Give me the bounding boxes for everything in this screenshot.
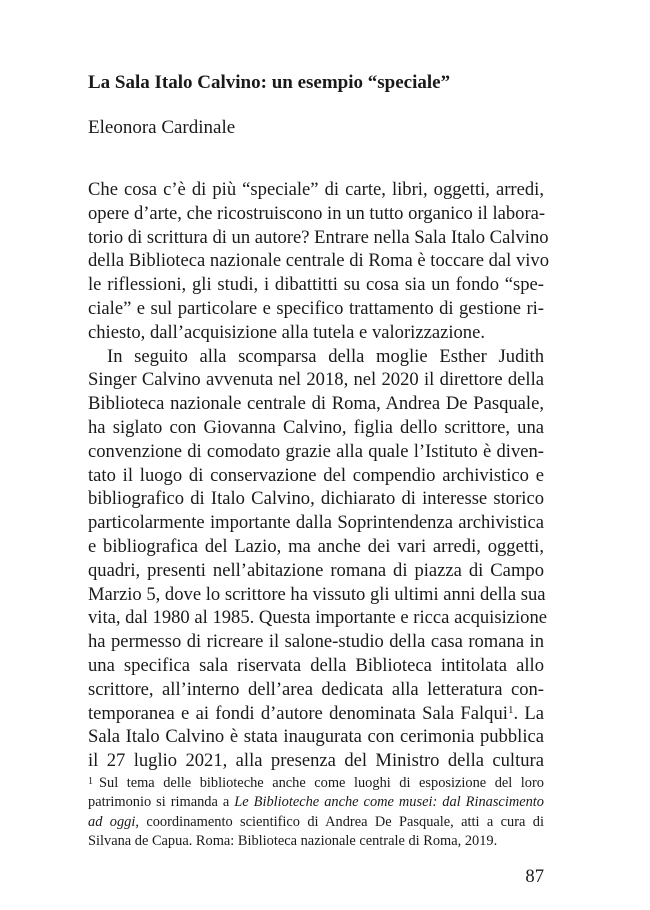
footnote-line [88,793,544,812]
body-line: Che cosa c’è di più “speciale” di carte, libri, oggetti, arredi, [88,179,544,200]
footnote-line: Silvana de Capua. Roma: Biblioteca nazionale centrale di Roma, 2019. [88,833,498,850]
article-body [88,178,550,773]
body-line-with-footnote [88,702,544,726]
footnote-line [88,774,544,793]
footnote-reference[interactable]: 1 [507,703,514,716]
body-line: una specifica sala riservata della Biblioteca intitolata allo [88,654,544,676]
body-line: vita, dal 1980 al 1985. Questa importante e ricca acquisizione [88,607,548,629]
body-line: il 27 luglio 2021, alla presenza del Ministro della cultura [88,750,544,772]
footnote-citation-title: ad oggi [88,813,136,830]
footnote-marker: 1 [88,776,93,787]
body-line: Marzio 5, dove lo scrittore ha vissuto gli ultimi anni della sua [88,583,546,605]
body-line: Singer Calvino avvenuta nel 2018, nel 2020 il direttore della [88,369,544,391]
body-line: quadri, presenti nell’abitazione romana di piazza di Campo [88,559,544,581]
article-title: La Sala Italo Calvino: un esempio “speciale” [88,72,451,93]
body-line: Biblioteca nazionale centrale di Roma, Andrea De Pasquale, [88,393,544,415]
body-line: bibliografico di Italo Calvino, dichiarato di interesse storico [88,488,544,510]
body-line: scrittore, all’interno dell’area dedicata alla letteratura con- [88,678,544,700]
page-number: 87 [525,866,544,887]
body-line: particolarmente importante dalla Soprintendenza archivistica [88,512,544,534]
body-line: ha siglato con Giovanna Calvino, figlia dello scrittore, una [88,416,544,438]
footnote-text: , coordinamento scientifico di Andrea De Pasquale, atti a cura di [135,813,544,830]
body-line-text: . La [513,702,544,724]
body-line: della Biblioteca nazionale centrale di Roma è toccare dal vivo [88,250,550,272]
footnote-text: Sul tema delle biblioteche anche come luoghi di esposizione del loro [99,775,544,791]
body-line: ciale” e sul particolare e specifico trattamento di gestione ri- [88,297,544,319]
body-line: Sala Italo Calvino è stata inaugurata con cerimonia pubblica [88,726,544,748]
article-author: Eleonora Cardinale [88,117,236,138]
body-line: tato il luogo di conservazione del compendio archivistico e [88,464,544,486]
footnote-text: patrimonio si rimanda a [88,794,235,811]
body-line: ha permesso di ricreare il salone-studio della casa romana in [88,631,544,653]
footnote-citation-title: Le Biblioteche anche come musei: dal Rinascimento [234,794,544,811]
body-line: convenzione di comodato grazie alla quale l’Istituto è diven- [88,440,544,462]
body-line-text: temporanea e ai fondi d’autore denominata Sala Falqui [88,702,508,724]
body-line: chiesto, dall’acquisizione alla tutela e valorizzazione. [88,321,485,343]
body-line: torio di scrittura di un autore? Entrare nella Sala Italo Calvino [88,226,549,248]
body-line: opere d’arte, che ricostruiscono in un tutto organico il labora- [88,202,546,224]
body-line: e bibliografica del Lazio, ma anche dei vari arredi, oggetti, [88,535,544,557]
body-line: le riflessioni, gli studi, i dibattitti su cosa sia un fondo “spe- [88,274,544,296]
footnote-line [88,813,544,832]
footnote [88,774,544,852]
body-line: In seguito alla scomparsa della moglie Esther Judith [107,345,544,367]
